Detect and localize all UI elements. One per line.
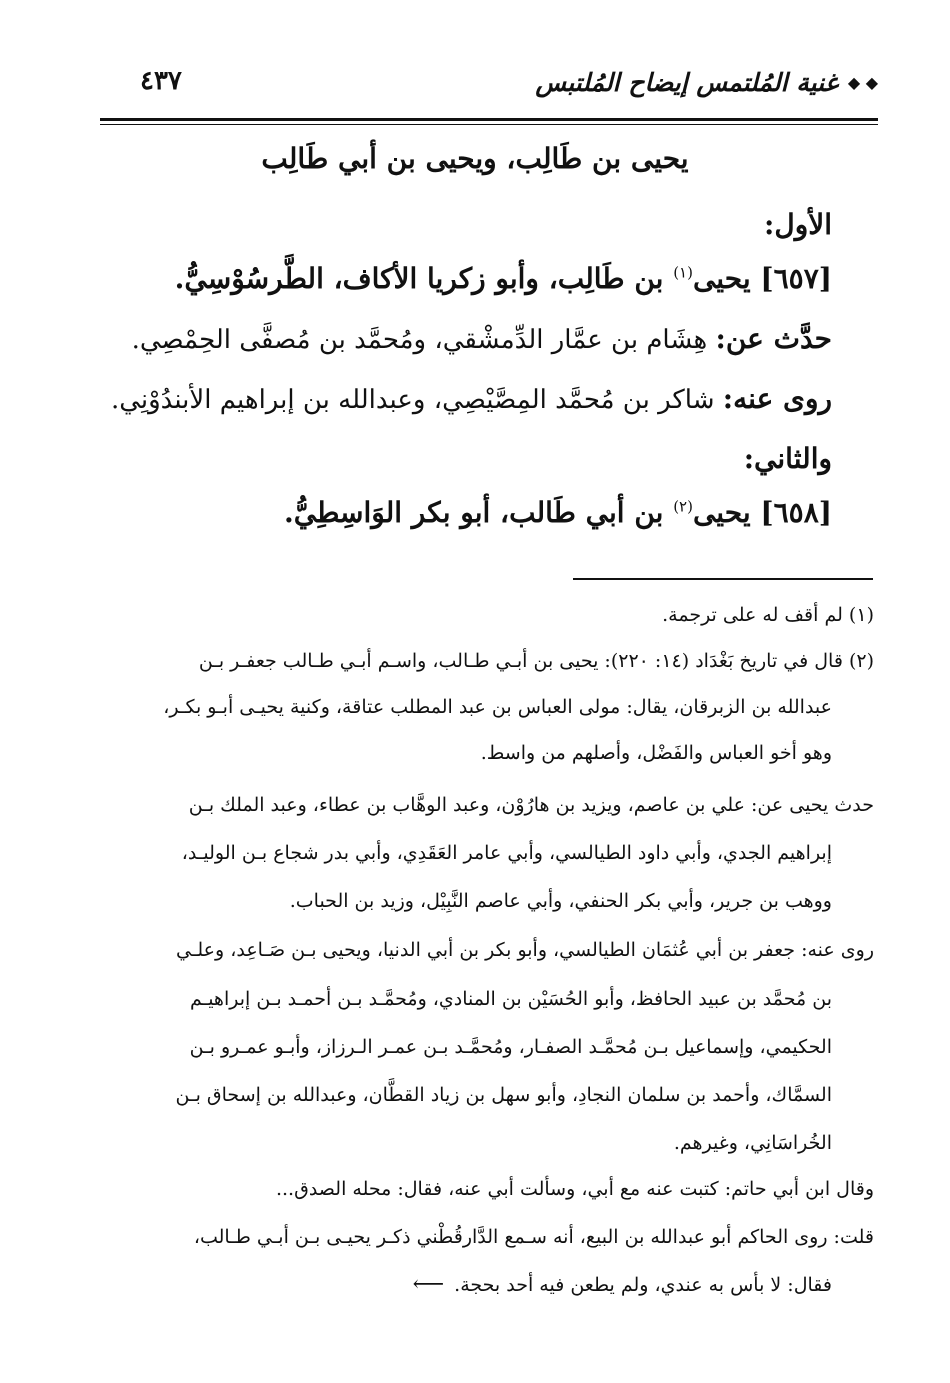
footnote-ref: (١): [673, 263, 693, 282]
qultu-line: قلت: روى الحاكم أبو عبدالله بن البيع، أنه سـمع الدَّارقُطْني ذكـر يحيـى بـن أبـي طـالب،: [193, 1226, 874, 1248]
entry-657: [92, 262, 832, 295]
entry-number: [٦٥٨]: [760, 496, 832, 529]
header-rule-thick: [100, 118, 878, 121]
narrated-by-line: [92, 382, 832, 415]
running-header: [535, 68, 878, 97]
page-number: ٤٣٧: [140, 66, 182, 96]
rawa-line: الخُراسَانِي، وغيرهم.: [673, 1132, 832, 1154]
second-label: والثاني:: [743, 442, 832, 475]
haddath-line: ووهب بن جرير، وأبي بكر الحنفي، وأبي عاصم النَّبِيْل، وزيد بن الحباب.: [289, 890, 832, 912]
entry-number: [٦٥٧]: [760, 262, 832, 295]
narrated-from-label: حدَّث عن:: [715, 322, 832, 355]
footnote-ref: (٢): [673, 497, 693, 516]
rawa-line: السمَّاك، وأحمد بن سلمان النجادِ، وأبو سهل بن زياد القطَّان، وعبدالله بن إسحاق بـن: [175, 1084, 832, 1106]
footnote-2-line: عبدالله بن الزبرقان، يقال: مولى العباس بن عبد المطلب عتاقة، وكنية يحيـى أبـو بكـر،: [163, 696, 832, 718]
narrated-from-text: هِشَام بن عمَّار الدِّمشْقي، ومُحمَّد بن مُصفَّى الحِمْصِي.: [131, 325, 708, 355]
rawa-line: روى عنه: جعفر بن أبي عُثمَان الطيالسي، وأبو بكر بن أبي الدنيا، ويحيى بـن صَـاعِد، وعلـي: [175, 939, 874, 961]
abi-hatim-line: وقال ابن أبي حاتم: كتبت عنه مع أبي، وسألت أبي عنه، فقال: محله الصدق...: [275, 1178, 874, 1200]
footnote-separator: [573, 578, 873, 580]
header-rule-thin: [100, 124, 878, 125]
haddath-line: حدث يحيى عن: علي بن عاصم، ويزيد بن هارُوْن، وعبد الوهَّاب بن عطاء، وعبد الملك بـن: [188, 794, 874, 816]
rawa-line: الحكيمي، وإسماعيل بـن مُحمَّـد الصفـار، ومُحمَّـد بـن عمـر الـرزاز، وأبـو عمـرو بـن: [189, 1036, 832, 1058]
entry-658: [92, 496, 832, 529]
diamond-ornament-icon: ◆ ◆: [847, 73, 878, 92]
entry-rest: بن طَالِب، وأبو زكريا الأكاف، الطَّرسُوْسِيُّ.: [174, 262, 664, 295]
haddath-line: إبراهيم الجدي، وأبي داود الطيالسي، وأبي عامر العَقَدِي، وأبي بدر شجاع بـن الوليـد،: [181, 842, 832, 864]
entry-name: يحيى: [692, 262, 751, 295]
entry-name: يحيى: [692, 496, 751, 529]
entry-rest: بن أبي طَالب، أبو بكر الوَاسِطِيُّ.: [283, 496, 664, 529]
footnote-2-line: وهو أخو العباس والفَضْل، وأصلهم من واسط.: [480, 742, 832, 764]
footnote-1: (١) لم أقف له على ترجمة.: [662, 604, 874, 626]
narrated-by-text: شاكر بن مُحمَّد المِصَّيْصِي، وعبدالله بن إبراهيم الأبندُوْنِي.: [110, 385, 715, 415]
section-title: يحيى بن طَالِب، ويحيى بن أبي طَالِب: [261, 142, 689, 175]
qultu-text: فقال: لا بأس به عندي، ولم يطعن فيه أحد بحجة.: [454, 1274, 832, 1296]
continue-arrow-icon: ⟵: [412, 1272, 445, 1297]
first-label: الأول:: [764, 208, 832, 241]
footnote-2-line: (٢) قال في تاريخ بَغْدَاد (١٤: ٢٢٠): يحيى بن أبـي طـالب، واسـم أبـي طـالب جعفـر بـن: [198, 650, 874, 672]
rawa-line: بن مُحمَّد بن عبيد الحافظ، وأبو الحُسَيْن بن المنادي، ومُحمَّـد بـن أحمـد بـن إبراهيـم: [189, 988, 832, 1010]
narrated-by-label: روى عنه:: [722, 382, 832, 415]
qultu-line-last: [99, 1274, 832, 1296]
narrated-from-line: [92, 322, 832, 355]
book-title: غنية المُلتمس إيضاح المُلتبس: [535, 68, 838, 97]
